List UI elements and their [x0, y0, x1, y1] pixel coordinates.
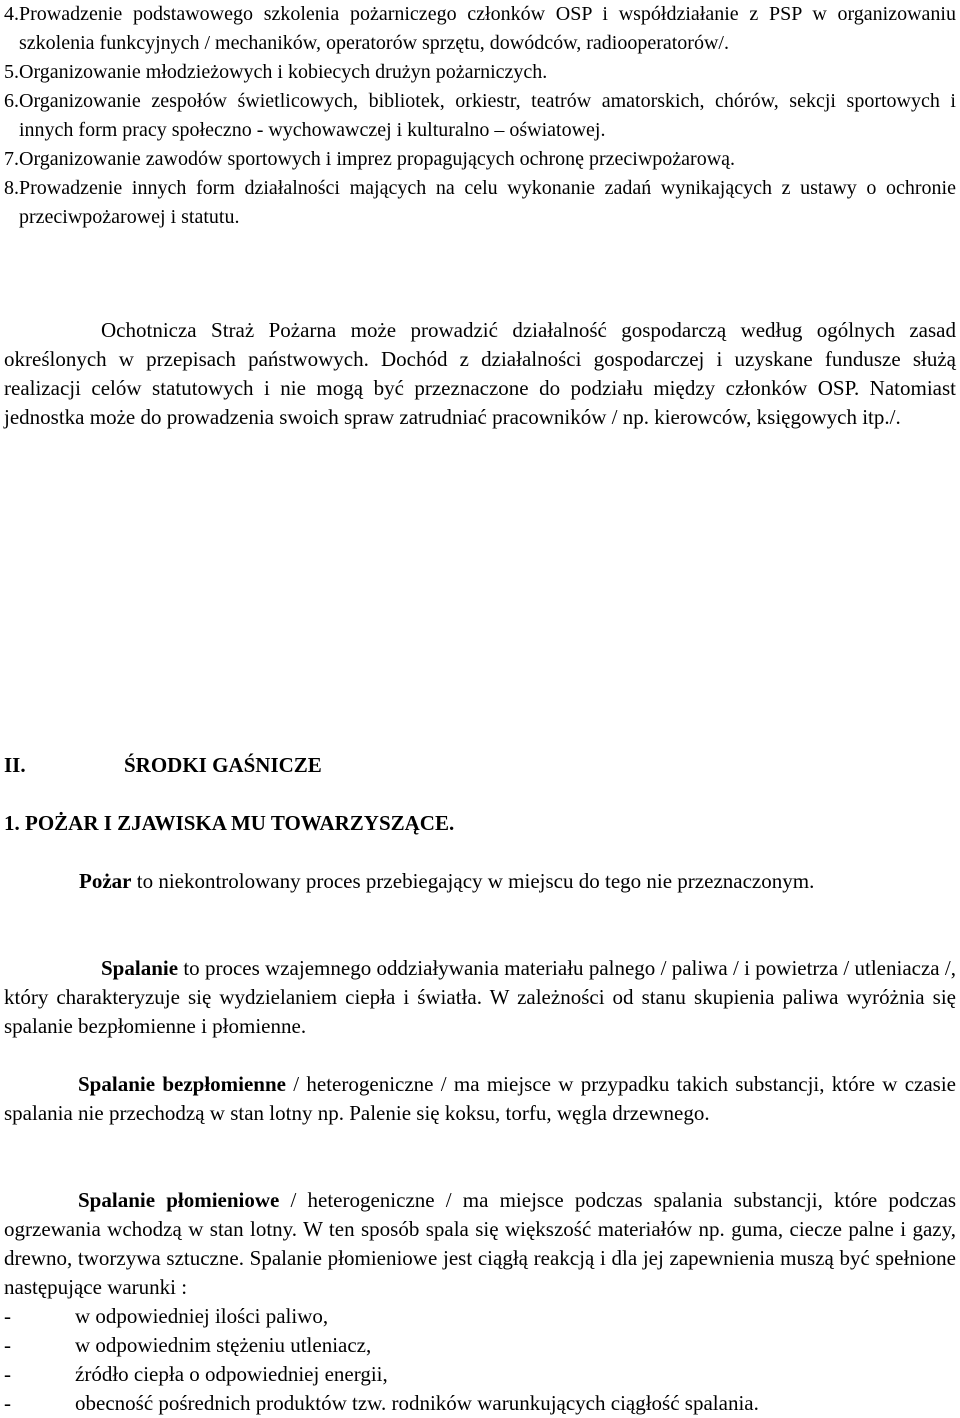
list-item — [4, 87, 956, 145]
bezplomienne-term: Spalanie bezpłomienne — [78, 1072, 286, 1096]
osp-activity-paragraph: Ochotnicza Straż Pożarna może prowadzić działalność gospodarczą według ogólnych zasad określonych w przepisach państwowych. Dochód z działalności gospodarczej i uzyskane fundusze służą realizacji celów statutowych i nie mogą być przeznaczone do podziału między członków OSP. Natomiast jednostka może do prowadzenia swoich spraw zatrudniać pracowników / np. kierowców, księgowych itp./. — [4, 318, 956, 429]
list-item-text: Organizowanie zawodów sportowych i imprez propagujących ochronę przeciwpożarową. — [19, 148, 736, 170]
list-item-text: Prowadzenie innych form działalności mających na celu wykonanie zadań wynikających z ustawy o ochronie przeciwpożarowej i statutu. — [19, 177, 956, 228]
list-item-number: 6. — [4, 90, 19, 112]
spalanie-definition — [4, 954, 956, 1041]
plomieniowe-term: Spalanie płomieniowe — [78, 1188, 280, 1212]
list-item-text: w odpowiednim stężeniu utleniacz, — [75, 1333, 372, 1357]
section-heading — [4, 750, 604, 780]
pozar-term: Pożar — [79, 869, 132, 893]
list-item-text: w odpowiedniej ilości paliwo, — [75, 1304, 329, 1328]
list-item-text: Organizowanie zespołów świetlicowych, bibliotek, orkiestr, teatrów amatorskich, chórów, sekcji sportowych i innych form pracy społeczno - wychowawczej i kulturalno – oświatowej. — [19, 90, 956, 141]
subsection-heading: 1. POŻAR I ZJAWISKA MU TOWARZYSZĄCE. — [4, 811, 455, 835]
plomieniowe-definition — [4, 1186, 956, 1302]
list-item — [4, 145, 956, 174]
list-item-text: Prowadzenie podstawowego szkolenia pożarniczego członków OSP i współdziałanie z PSP w organizowaniu szkolenia funkcyjnych / mechaników, operatorów sprzętu, dowódców, radiooperatorów/. — [19, 3, 956, 54]
list-item — [4, 1360, 956, 1389]
list-item — [4, 58, 956, 87]
list-item-number: 5. — [4, 61, 19, 83]
section-title: ŚRODKI GAŚNICZE — [124, 753, 322, 777]
conditions-list — [4, 1302, 956, 1418]
list-item — [4, 1331, 956, 1360]
list-dash: - — [4, 1391, 11, 1415]
list-item-number: 7. — [4, 148, 19, 170]
tasks-list — [4, 0, 956, 232]
list-item-number: 8. — [4, 177, 19, 199]
list-item-text: Organizowanie młodzieżowych i kobiecych drużyn pożarniczych. — [19, 61, 548, 83]
spalanie-term: Spalanie — [101, 956, 179, 980]
bezplomienne-text: / heterogeniczne / ma miejsce w przypadku takich substancji, które w czasie spalania nie przechodzą w stan lotny np. Palenie się koksu, torfu, węgla drzewnego. — [4, 1072, 956, 1125]
list-dash: - — [4, 1362, 11, 1386]
section-number: II. — [4, 753, 26, 777]
list-dash: - — [4, 1333, 11, 1357]
pozar-text: to niekontrolowany proces przebiegający w miejscu do tego nie przeznaczonym. — [131, 869, 815, 893]
list-item-number: 4. — [4, 3, 19, 25]
list-item — [4, 0, 956, 58]
pozar-definition — [8, 867, 956, 896]
plomieniowe-text: / heterogeniczne / ma miejsce podczas spalania substancji, które podczas ogrzewania wchodzą w stan lotny. W ten sposób spala się większość materiałów np. guma, ciecze palne i gazy, drewno, tworzywa sztuczne. Spalanie płomieniowe jest ciągłą reakcją i dla jej zapewnienia muszą być spełnione następujące warunki : — [4, 1188, 956, 1299]
list-item-text: źródło ciepła o odpowiedniej energii, — [75, 1362, 388, 1386]
bezplomienne-definition — [4, 1070, 956, 1128]
list-item-text: obecność pośrednich produktów tzw. rodników warunkujących ciągłość spalania. — [75, 1391, 759, 1415]
list-item — [4, 1302, 956, 1331]
list-dash: - — [4, 1304, 11, 1328]
list-item — [4, 174, 956, 232]
list-item — [4, 1389, 956, 1418]
spalanie-text: to proces wzajemnego oddziaływania materiału palnego / paliwa / i powietrza / utleniacza /, który charakteryzuje się wydzielaniem ciepła i światła. W zależności od stanu skupienia paliwa wyróżnia się spalanie bezpłomienne i płomienne. — [4, 956, 956, 1038]
